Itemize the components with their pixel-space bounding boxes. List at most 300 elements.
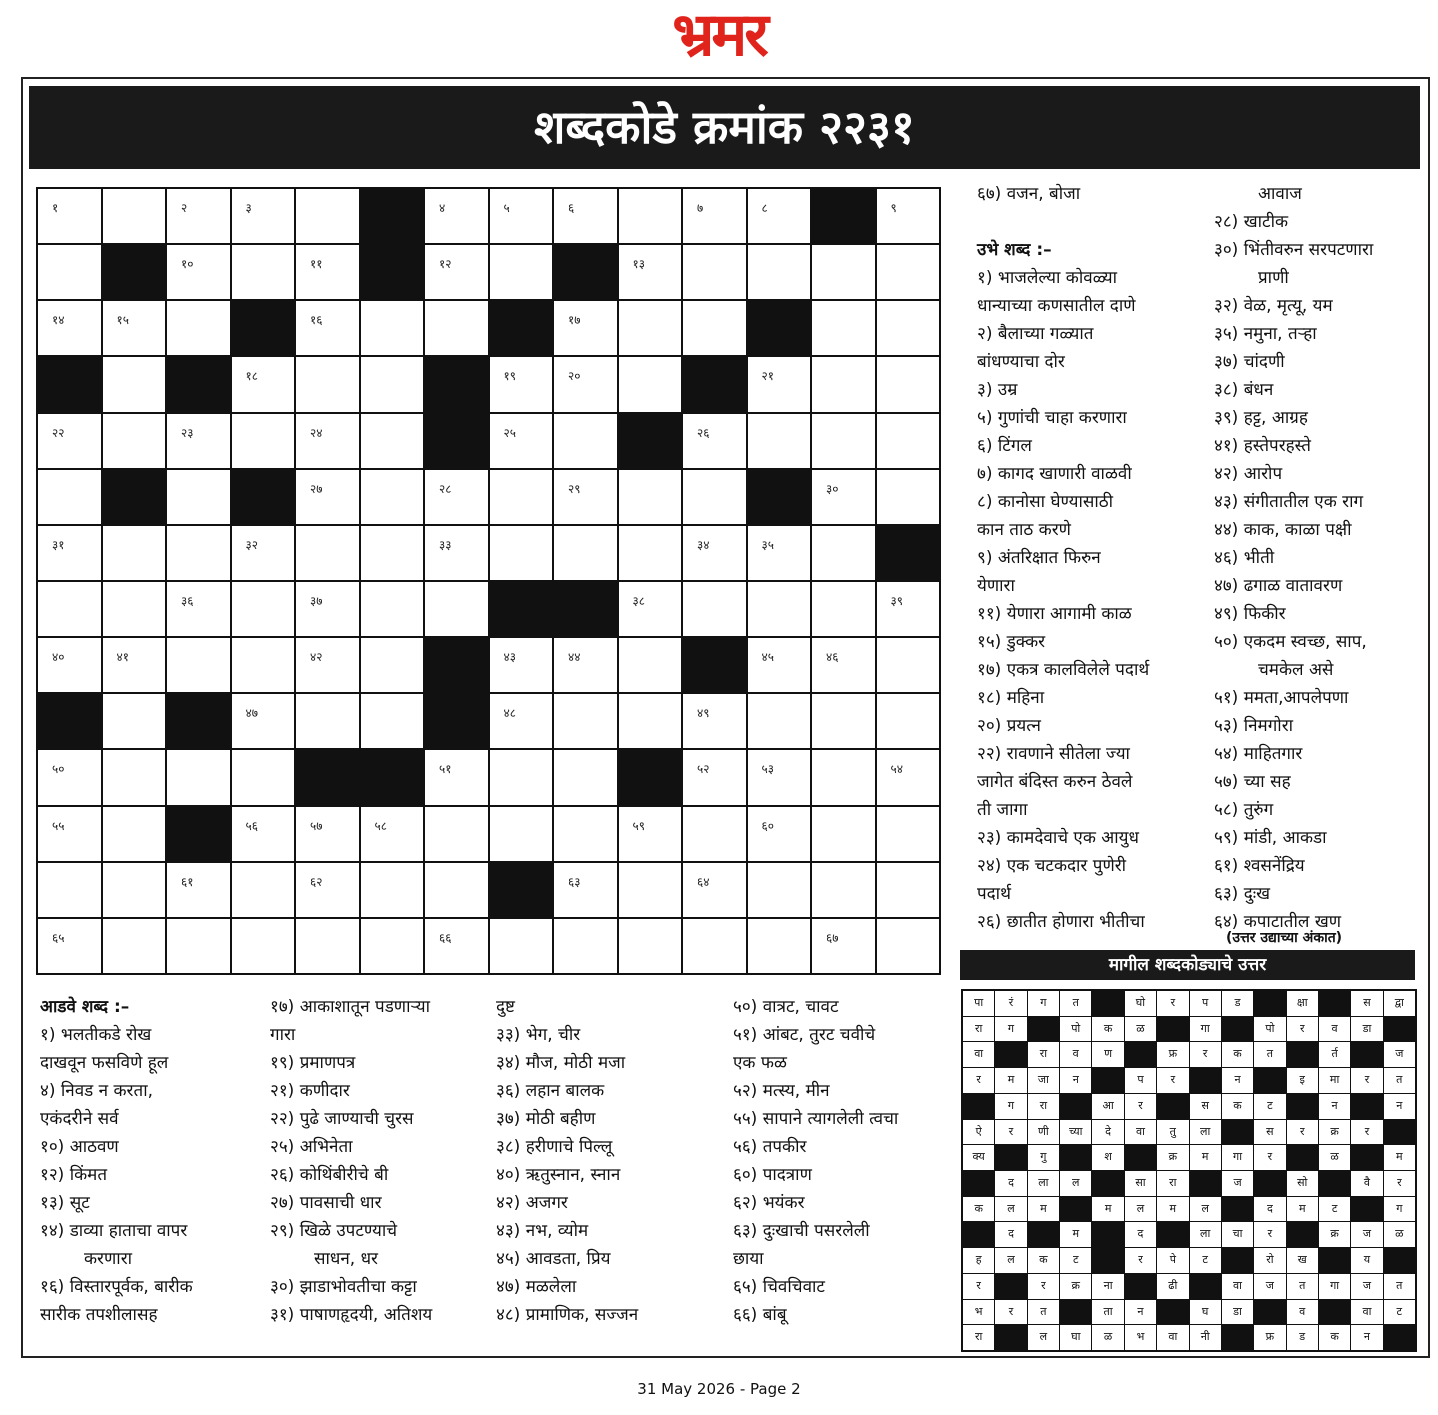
clue-number: १४ xyxy=(52,313,65,328)
grid-cell[interactable] xyxy=(167,750,230,804)
clue-line: ५१) ममता,आपलेपणा xyxy=(1214,688,1349,708)
clue-number: ११ xyxy=(310,257,323,272)
answer-cell: ह xyxy=(963,1248,994,1273)
answer-cell: द xyxy=(1125,1222,1156,1247)
grid-cell[interactable] xyxy=(490,526,553,580)
grid-cell[interactable] xyxy=(490,357,553,411)
answer-cell: ट xyxy=(1190,1248,1221,1273)
answer-cell: वा xyxy=(963,1042,994,1067)
grid-cell[interactable] xyxy=(38,526,101,580)
grid-cell[interactable] xyxy=(38,807,101,861)
brand-logo: भ्रमर xyxy=(672,0,766,70)
grid-cell[interactable] xyxy=(748,357,811,411)
grid-cell[interactable] xyxy=(361,357,424,411)
answer-black-cell xyxy=(995,1325,1026,1350)
clue-number: ५३ xyxy=(761,762,774,777)
answer-black-cell xyxy=(1157,1222,1188,1247)
grid-cell[interactable] xyxy=(425,470,488,524)
clue-line: ९) अंतरिक्षात फिरुन xyxy=(977,548,1101,568)
clue-number: २२ xyxy=(52,425,65,440)
answer-cell: ख xyxy=(1287,1248,1318,1273)
grid-cell[interactable] xyxy=(296,919,359,973)
grid-cell[interactable] xyxy=(167,301,230,355)
black-cell xyxy=(38,357,101,411)
grid-cell[interactable] xyxy=(296,582,359,636)
clue-number: ३ xyxy=(245,201,252,215)
grid-cell[interactable] xyxy=(812,414,875,468)
grid-cell[interactable] xyxy=(877,245,940,299)
answer-cell: ग xyxy=(1028,991,1059,1016)
answer-cell: स xyxy=(1190,1094,1221,1119)
clue-line: ४४) काक, काळा पक्षी xyxy=(1214,520,1352,540)
grid-cell[interactable] xyxy=(619,638,682,692)
grid-cell[interactable] xyxy=(748,582,811,636)
grid-cell[interactable] xyxy=(748,414,811,468)
grid-cell[interactable] xyxy=(425,582,488,636)
grid-cell[interactable] xyxy=(296,807,359,861)
grid-cell[interactable] xyxy=(748,189,811,243)
grid-cell[interactable] xyxy=(103,919,166,973)
grid-cell[interactable] xyxy=(877,863,940,917)
answer-cell: म xyxy=(1060,1222,1091,1247)
grid-cell[interactable] xyxy=(812,694,875,748)
grid-cell[interactable] xyxy=(232,919,295,973)
grid-cell[interactable] xyxy=(232,694,295,748)
answer-cell: डा xyxy=(1222,1300,1253,1325)
black-cell xyxy=(167,357,230,411)
clue-line: २८) खाटीक xyxy=(1214,212,1289,232)
grid-cell[interactable] xyxy=(554,526,617,580)
grid-cell[interactable] xyxy=(361,694,424,748)
answer-black-cell xyxy=(1287,1042,1318,1067)
grid-cell[interactable] xyxy=(425,750,488,804)
grid-cell[interactable] xyxy=(103,694,166,748)
grid-cell[interactable] xyxy=(103,807,166,861)
grid-cell[interactable] xyxy=(554,694,617,748)
clue-line: ५७) च्या सह xyxy=(1214,772,1291,792)
grid-cell[interactable] xyxy=(296,189,359,243)
black-cell xyxy=(296,750,359,804)
grid-cell[interactable] xyxy=(296,470,359,524)
grid-cell[interactable] xyxy=(554,919,617,973)
answer-cell: ट xyxy=(1319,1197,1350,1222)
grid-cell[interactable] xyxy=(619,357,682,411)
grid-cell[interactable] xyxy=(812,582,875,636)
clue-line: १६) विस्तारपूर्वक, बारीक xyxy=(40,1277,193,1297)
answer-cell: म xyxy=(1092,1197,1123,1222)
answer-cell: घ xyxy=(1190,1300,1221,1325)
grid-cell[interactable] xyxy=(103,189,166,243)
clue-number: १ xyxy=(52,201,59,215)
answer-cell: त xyxy=(1287,1274,1318,1299)
grid-cell[interactable] xyxy=(490,750,553,804)
clue-number: ६६ xyxy=(439,930,452,945)
grid-cell[interactable] xyxy=(812,807,875,861)
clue-number: ३२ xyxy=(245,537,258,552)
clue-line: १७) एकत्र कालविलेले पदार्थ xyxy=(977,660,1150,680)
clue-line: १५) डुक्कर xyxy=(977,632,1046,652)
grid-cell[interactable] xyxy=(232,189,295,243)
answer-cell: त xyxy=(1384,1068,1415,1093)
grid-cell[interactable] xyxy=(877,470,940,524)
grid-cell[interactable] xyxy=(683,807,746,861)
clue-number: ३७ xyxy=(310,593,323,608)
clue-line: ४०) ऋतुस्नान, स्नान xyxy=(496,1165,621,1185)
grid-cell[interactable] xyxy=(812,301,875,355)
grid-cell[interactable] xyxy=(38,750,101,804)
clue-number: ६३ xyxy=(568,874,581,889)
answer-cell: र xyxy=(1157,991,1188,1016)
clue-line: धान्याच्या कणसातील दाणे xyxy=(977,296,1136,316)
grid-cell[interactable] xyxy=(232,750,295,804)
grid-cell[interactable] xyxy=(748,526,811,580)
grid-cell[interactable] xyxy=(361,414,424,468)
answer-cell: ट xyxy=(1254,1094,1285,1119)
grid-cell[interactable] xyxy=(490,807,553,861)
grid-cell[interactable] xyxy=(877,694,940,748)
clue-line: बांधण्याचा दोर xyxy=(977,352,1065,372)
answer-cell: जा xyxy=(1028,1068,1059,1093)
grid-cell[interactable] xyxy=(748,807,811,861)
grid-cell[interactable] xyxy=(554,750,617,804)
grid-cell[interactable] xyxy=(748,863,811,917)
answer-cell: रो xyxy=(1254,1248,1285,1273)
answer-black-cell xyxy=(1092,1248,1123,1273)
grid-cell[interactable] xyxy=(425,189,488,243)
grid-cell[interactable] xyxy=(103,526,166,580)
answer-black-cell xyxy=(1092,1068,1123,1093)
page-title: शब्दकोडे क्रमांक २२३१ xyxy=(29,86,1420,169)
grid-cell[interactable] xyxy=(683,750,746,804)
clue-line: ३६) लहान बालक xyxy=(496,1081,605,1101)
grid-cell[interactable] xyxy=(683,301,746,355)
clue-number: १५ xyxy=(116,313,129,328)
grid-cell[interactable] xyxy=(167,919,230,973)
grid-cell[interactable] xyxy=(167,470,230,524)
answer-cell: ला xyxy=(1190,1222,1221,1247)
grid-cell[interactable] xyxy=(812,638,875,692)
grid-cell[interactable] xyxy=(554,863,617,917)
grid-cell[interactable] xyxy=(554,301,617,355)
grid-cell[interactable] xyxy=(877,582,940,636)
grid-cell[interactable] xyxy=(296,638,359,692)
clue-number: ५० xyxy=(52,762,65,777)
answer-black-cell xyxy=(1319,991,1350,1016)
clue-line: ४९) फिकीर xyxy=(1214,604,1286,624)
grid-cell[interactable] xyxy=(877,301,940,355)
grid-cell[interactable] xyxy=(103,750,166,804)
clue-line: १९) प्रमाणपत्र xyxy=(270,1053,356,1073)
answer-cell: णी xyxy=(1028,1120,1059,1145)
grid-cell[interactable] xyxy=(167,863,230,917)
grid-cell[interactable] xyxy=(683,694,746,748)
grid-cell[interactable] xyxy=(683,863,746,917)
grid-cell[interactable] xyxy=(490,245,553,299)
answer-cell: फ्र xyxy=(1157,1042,1188,1067)
grid-cell[interactable] xyxy=(232,638,295,692)
grid-cell[interactable] xyxy=(619,807,682,861)
clue-number: ५४ xyxy=(890,762,903,777)
grid-cell[interactable] xyxy=(748,750,811,804)
grid-cell[interactable] xyxy=(619,526,682,580)
grid-cell[interactable] xyxy=(296,357,359,411)
grid-cell[interactable] xyxy=(877,638,940,692)
answer-black-cell xyxy=(1319,1248,1350,1273)
grid-cell[interactable] xyxy=(554,807,617,861)
answer-cell: न xyxy=(1125,1300,1156,1325)
grid-cell[interactable] xyxy=(232,414,295,468)
grid-cell[interactable] xyxy=(232,582,295,636)
grid-cell[interactable] xyxy=(748,245,811,299)
grid-cell[interactable] xyxy=(296,863,359,917)
grid-cell[interactable] xyxy=(361,582,424,636)
answer-black-cell xyxy=(1157,1300,1188,1325)
grid-cell[interactable] xyxy=(38,245,101,299)
answer-cell: न xyxy=(1222,1068,1253,1093)
answer-cell: प xyxy=(1190,991,1221,1016)
grid-cell[interactable] xyxy=(619,694,682,748)
grid-cell[interactable] xyxy=(554,470,617,524)
grid-cell[interactable] xyxy=(683,414,746,468)
grid-cell[interactable] xyxy=(167,245,230,299)
answer-black-cell xyxy=(1092,1222,1123,1247)
grid-cell[interactable] xyxy=(619,189,682,243)
grid-cell[interactable] xyxy=(877,414,940,468)
clue-number: ६१ xyxy=(181,874,194,889)
grid-cell[interactable] xyxy=(103,582,166,636)
answer-cell: घा xyxy=(1060,1325,1091,1350)
clue-number: ८ xyxy=(761,201,768,215)
grid-cell[interactable] xyxy=(425,301,488,355)
grid-cell[interactable] xyxy=(361,638,424,692)
grid-cell[interactable] xyxy=(296,245,359,299)
clue-line: ५१) आंबट, तुरट चवीचे xyxy=(733,1025,876,1045)
grid-cell[interactable] xyxy=(103,301,166,355)
grid-cell[interactable] xyxy=(619,245,682,299)
grid-cell[interactable] xyxy=(232,863,295,917)
grid-cell[interactable] xyxy=(490,694,553,748)
clue-number: २० xyxy=(568,369,581,384)
grid-cell[interactable] xyxy=(232,526,295,580)
grid-cell[interactable] xyxy=(490,638,553,692)
grid-cell[interactable] xyxy=(812,245,875,299)
grid-cell[interactable] xyxy=(38,414,101,468)
grid-cell[interactable] xyxy=(361,301,424,355)
grid-cell[interactable] xyxy=(619,863,682,917)
grid-cell[interactable] xyxy=(812,526,875,580)
grid-cell[interactable] xyxy=(232,245,295,299)
answer-black-cell xyxy=(1190,1274,1221,1299)
grid-cell[interactable] xyxy=(361,863,424,917)
grid-cell[interactable] xyxy=(812,357,875,411)
grid-cell[interactable] xyxy=(167,189,230,243)
clue-number: १७ xyxy=(568,313,581,328)
clue-number: ६७ xyxy=(826,930,839,945)
grid-cell[interactable] xyxy=(361,807,424,861)
black-cell xyxy=(425,414,488,468)
grid-cell[interactable] xyxy=(490,919,553,973)
grid-cell[interactable] xyxy=(361,919,424,973)
grid-cell[interactable] xyxy=(877,807,940,861)
grid-cell[interactable] xyxy=(683,189,746,243)
grid-cell[interactable] xyxy=(490,189,553,243)
grid-cell[interactable] xyxy=(877,919,940,973)
grid-cell[interactable] xyxy=(103,414,166,468)
answer-cell: ग xyxy=(995,1017,1026,1042)
grid-cell[interactable] xyxy=(296,301,359,355)
grid-cell[interactable] xyxy=(683,919,746,973)
grid-cell[interactable] xyxy=(167,638,230,692)
clue-line: छाया xyxy=(733,1249,764,1269)
clue-line: ३७) चांदणी xyxy=(1214,352,1285,372)
grid-cell[interactable] xyxy=(425,245,488,299)
answer-cell: ज xyxy=(1351,1222,1382,1247)
clue-line: ५६) तपकीर xyxy=(733,1137,807,1157)
clue-line: १३) सूट xyxy=(40,1193,90,1213)
grid-cell[interactable] xyxy=(103,357,166,411)
clue-number: २७ xyxy=(310,481,323,496)
clue-line: ४३) संगीतातील एक राग xyxy=(1214,492,1364,512)
black-cell xyxy=(554,582,617,636)
answer-cell: क xyxy=(1092,1017,1123,1042)
grid-cell[interactable] xyxy=(232,357,295,411)
grid-cell[interactable] xyxy=(877,750,940,804)
black-cell xyxy=(748,301,811,355)
clue-number: २५ xyxy=(503,425,516,440)
clue-line: ३४) मौज, मोठी मजा xyxy=(496,1053,626,1073)
answer-cell: क xyxy=(1222,1042,1253,1067)
answer-black-cell xyxy=(995,1042,1026,1067)
answer-black-cell xyxy=(1384,1248,1415,1273)
grid-cell[interactable] xyxy=(38,919,101,973)
grid-cell[interactable] xyxy=(619,919,682,973)
answer-black-cell xyxy=(1125,1274,1156,1299)
answer-cell: ल xyxy=(995,1248,1026,1273)
grid-cell[interactable] xyxy=(38,582,101,636)
grid-cell[interactable] xyxy=(167,414,230,468)
black-cell xyxy=(232,470,295,524)
clues-across-col2 xyxy=(270,993,490,1329)
grid-cell[interactable] xyxy=(296,694,359,748)
black-cell xyxy=(619,414,682,468)
grid-cell[interactable] xyxy=(490,470,553,524)
answer-cell: द xyxy=(995,1171,1026,1196)
grid-cell[interactable] xyxy=(619,582,682,636)
grid-cell[interactable] xyxy=(812,919,875,973)
answer-cell: न xyxy=(1319,1094,1350,1119)
answer-cell: पो xyxy=(1254,1017,1285,1042)
grid-cell[interactable] xyxy=(812,863,875,917)
grid-cell[interactable] xyxy=(167,582,230,636)
grid-cell[interactable] xyxy=(425,919,488,973)
clue-line: २६) छातीत होणारा भीतीचा xyxy=(977,912,1145,932)
grid-cell[interactable] xyxy=(683,245,746,299)
grid-cell[interactable] xyxy=(683,582,746,636)
grid-cell[interactable] xyxy=(554,638,617,692)
grid-cell[interactable] xyxy=(425,863,488,917)
grid-cell[interactable] xyxy=(296,526,359,580)
grid-cell[interactable] xyxy=(167,526,230,580)
grid-cell[interactable] xyxy=(361,526,424,580)
grid-cell[interactable] xyxy=(361,470,424,524)
grid-cell[interactable] xyxy=(38,189,101,243)
answer-cell: घो xyxy=(1125,991,1156,1016)
clue-line: ४७) मळलेला xyxy=(496,1277,577,1297)
clue-line: ३१) पाषाणहृदयी, अतिशय xyxy=(270,1305,433,1325)
grid-cell[interactable] xyxy=(425,526,488,580)
grid-cell[interactable] xyxy=(232,807,295,861)
grid-cell[interactable] xyxy=(748,919,811,973)
grid-cell[interactable] xyxy=(38,863,101,917)
grid-cell[interactable] xyxy=(748,638,811,692)
grid-cell[interactable] xyxy=(619,301,682,355)
clue-number: १९ xyxy=(503,369,516,384)
grid-cell[interactable] xyxy=(877,189,940,243)
black-cell xyxy=(425,694,488,748)
grid-cell[interactable] xyxy=(683,470,746,524)
answer-cell: पा xyxy=(963,991,994,1016)
grid-cell[interactable] xyxy=(877,357,940,411)
grid-cell[interactable] xyxy=(38,638,101,692)
clue-line: करणारा xyxy=(84,1249,133,1269)
grid-cell[interactable] xyxy=(38,470,101,524)
answer-cell: ळ xyxy=(1125,1017,1156,1042)
grid-cell[interactable] xyxy=(490,414,553,468)
grid-cell[interactable] xyxy=(812,750,875,804)
answer-cell: ज xyxy=(1351,1274,1382,1299)
grid-cell[interactable] xyxy=(554,414,617,468)
grid-cell[interactable] xyxy=(683,526,746,580)
answer-cell: इ xyxy=(1287,1068,1318,1093)
clue-line: २७) पावसाची धार xyxy=(270,1193,382,1213)
grid-cell[interactable] xyxy=(748,694,811,748)
clue-line: २२) पुढे जाण्याची चुरस xyxy=(270,1109,414,1129)
answer-cell: डा xyxy=(1351,1017,1382,1042)
answer-cell: र xyxy=(1351,1120,1382,1145)
grid-cell[interactable] xyxy=(554,189,617,243)
clue-line: साधन, धर xyxy=(314,1249,379,1269)
grid-cell[interactable] xyxy=(38,301,101,355)
clue-number: ४ xyxy=(439,201,446,215)
clue-number: ४२ xyxy=(310,650,323,665)
grid-cell[interactable] xyxy=(425,807,488,861)
answer-cell: र xyxy=(1125,1248,1156,1273)
grid-cell[interactable] xyxy=(812,470,875,524)
answer-cell: रा xyxy=(1028,1042,1059,1067)
grid-cell[interactable] xyxy=(103,863,166,917)
answer-black-cell xyxy=(1028,1017,1059,1042)
clue-number: ६४ xyxy=(697,874,710,889)
grid-cell[interactable] xyxy=(619,470,682,524)
answer-cell: त xyxy=(1028,1300,1059,1325)
answer-cell: आ xyxy=(1092,1094,1123,1119)
clue-number: २१ xyxy=(761,369,774,384)
clue-line: ६६) बांबू xyxy=(733,1305,787,1325)
grid-cell[interactable] xyxy=(103,638,166,692)
answer-black-cell xyxy=(1254,991,1285,1016)
grid-cell[interactable] xyxy=(554,357,617,411)
clues-down-col1 xyxy=(977,180,1202,936)
clue-line: ४७) ढगाळ वातावरण xyxy=(1214,576,1343,596)
clue-line: ५) गुणांची चाहा करणारा xyxy=(977,408,1127,428)
answer-black-cell xyxy=(1384,1017,1415,1042)
clue-line: गारा xyxy=(270,1025,296,1045)
clue-number: ४४ xyxy=(568,650,581,665)
answer-cell: ळ xyxy=(1319,1145,1350,1170)
black-cell xyxy=(361,245,424,299)
answer-cell: वा xyxy=(1125,1120,1156,1145)
grid-cell[interactable] xyxy=(296,414,359,468)
